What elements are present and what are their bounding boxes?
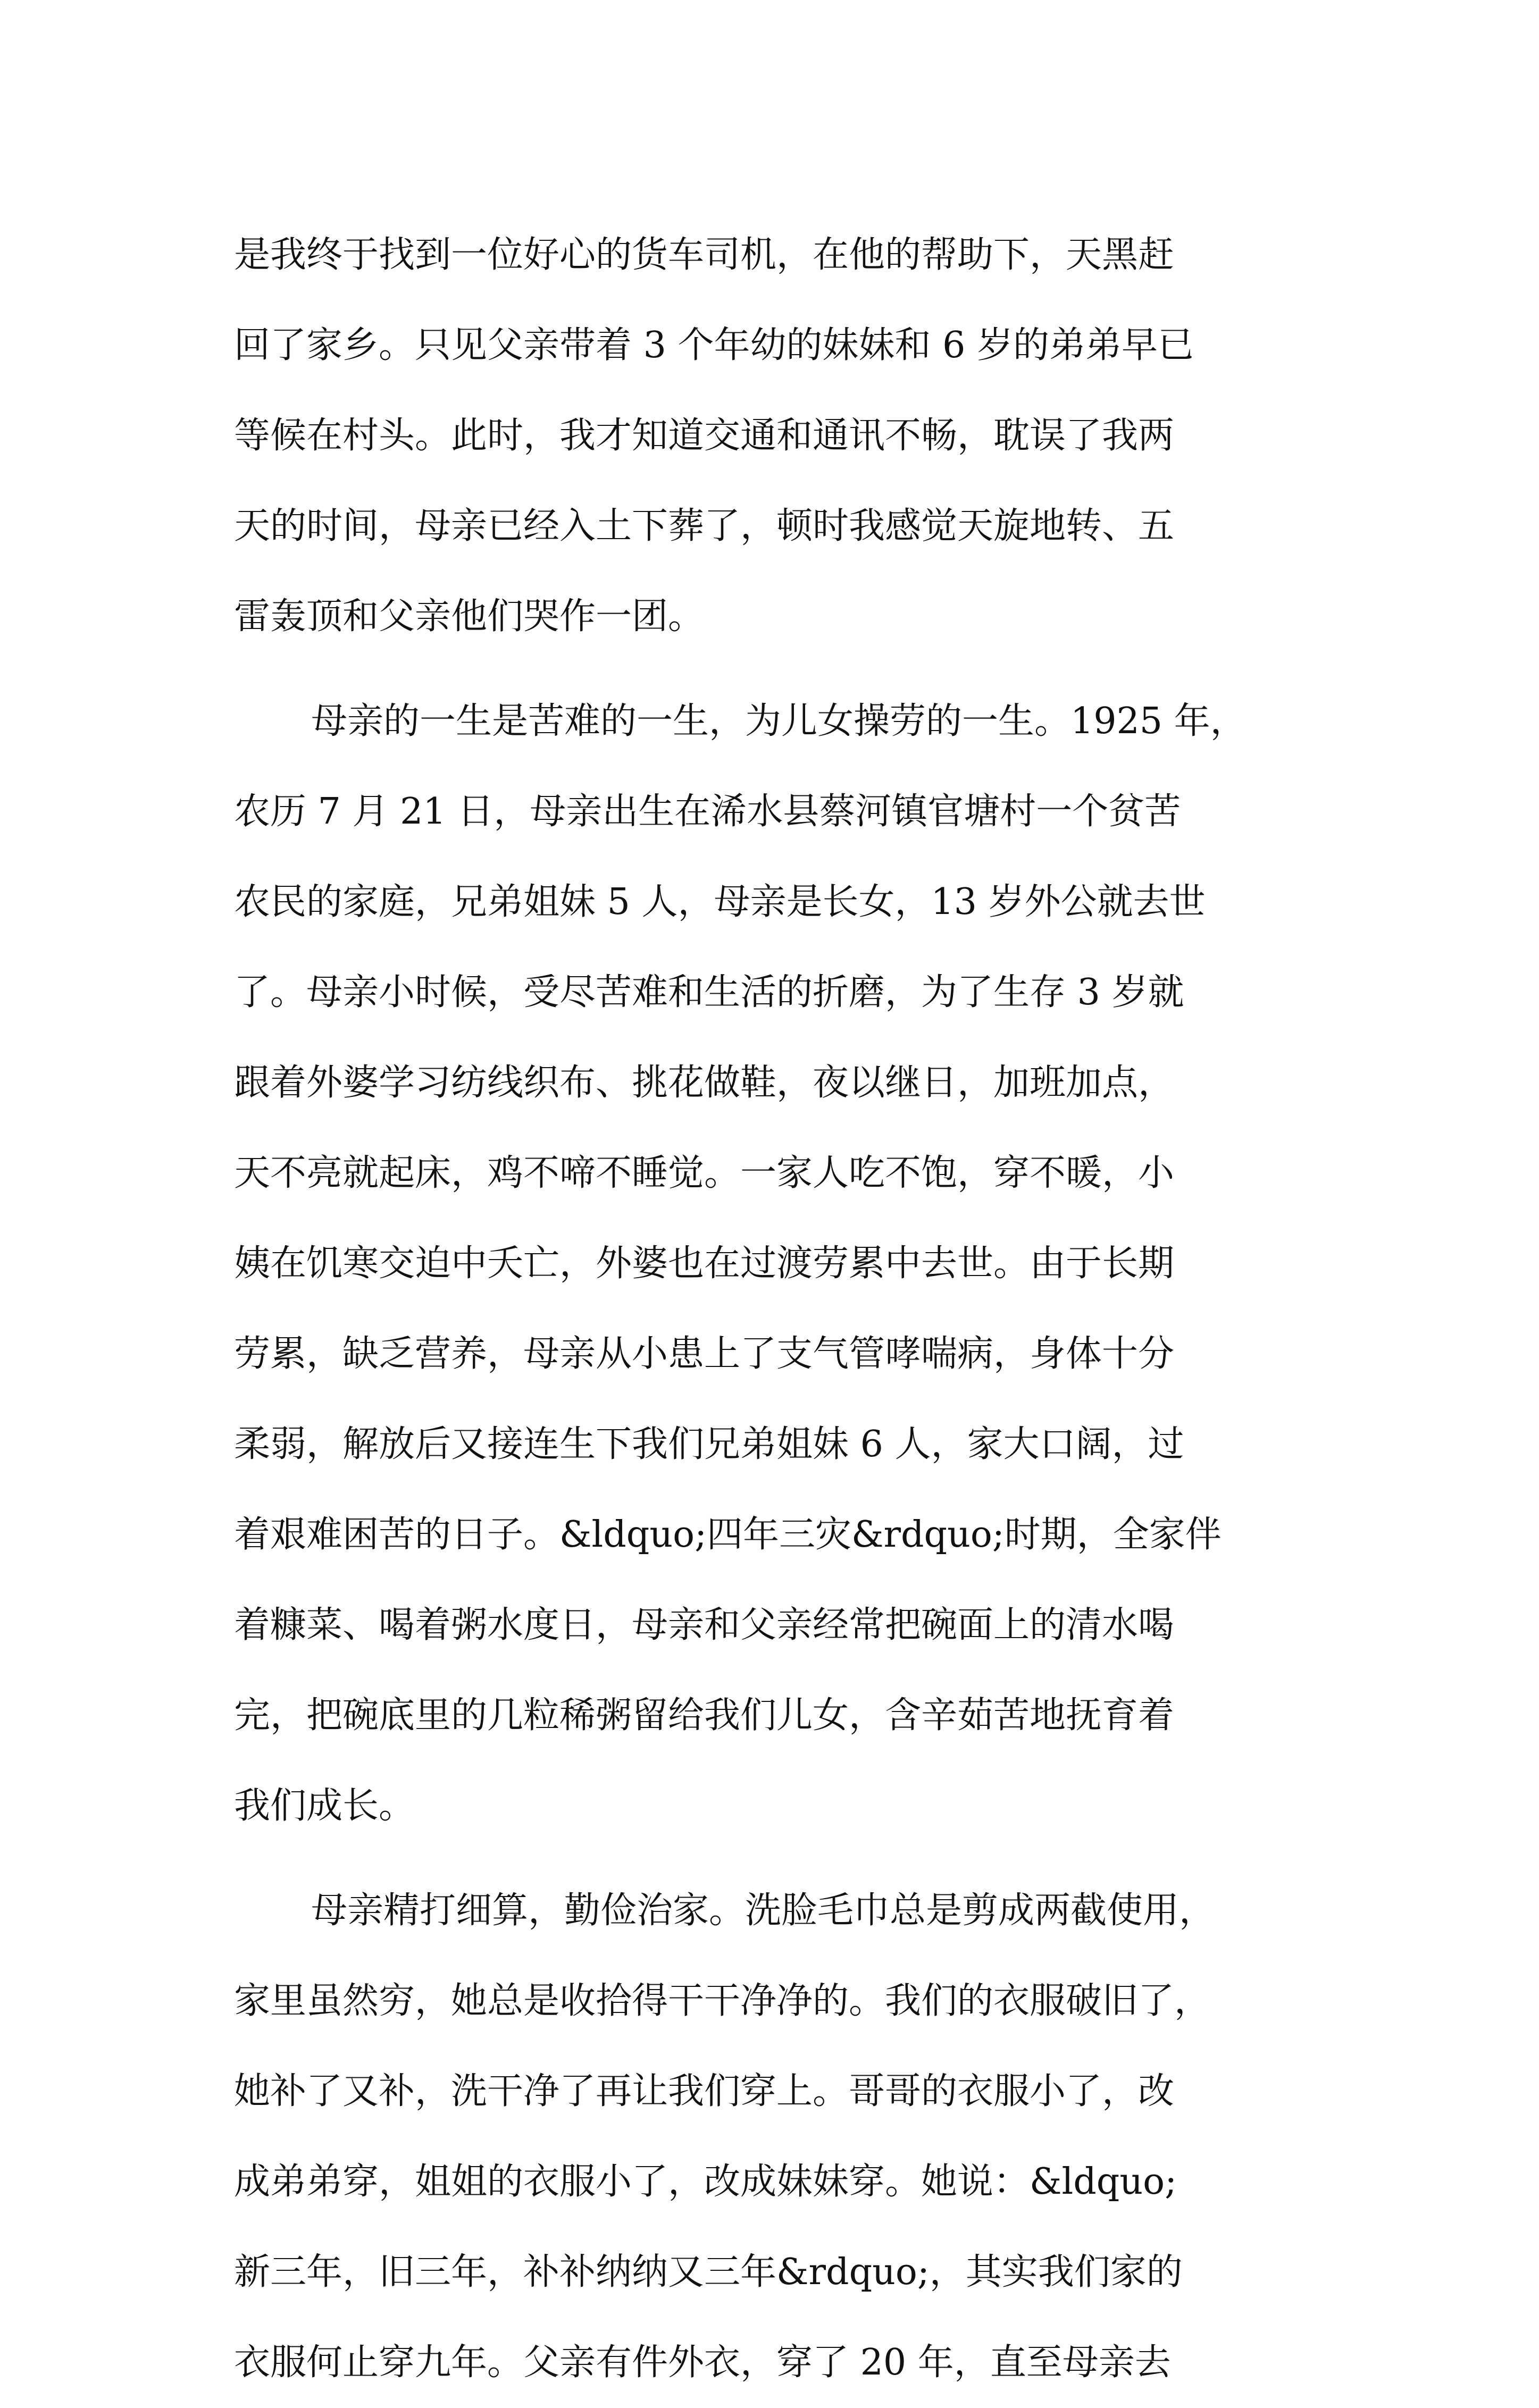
paragraph-3 (234, 1866, 1319, 2408)
text-line: 回了家乡。只见父亲带着 3 个年幼的妹妹和 6 岁的弟弟早已 (234, 324, 1194, 366)
paragraph-2 (234, 676, 1319, 1851)
body-text (234, 210, 1319, 2408)
text-line: 是我终于找到一位好心的货车司机，在他的帮助下，天黑赶 (234, 234, 1175, 276)
text-line: 农历 7 月 21 日，母亲出生在浠水县蔡河镇官塘村一个贫苦 (234, 791, 1181, 833)
text-line: 新三年，旧三年，补补纳纳又三年&rdquo;，其实我们家的 (234, 2251, 1183, 2293)
text-line: 家里虽然穷，她总是收拾得干干净净的。我们的衣服破旧了， (234, 1980, 1211, 2022)
paragraph-spacer (234, 1851, 1319, 1866)
text-line: 跟着外婆学习纺线织布、挑花做鞋，夜以继日，加班加点， (234, 1062, 1175, 1104)
text-line: 成弟弟穿，姐姐的衣服小了，改成妹妹穿。她说：&ldquo; (234, 2161, 1177, 2203)
text-line: 等候在村头。此时，我才知道交通和通讯不畅，耽误了我两 (234, 415, 1175, 457)
text-line: 天不亮就起床，鸡不啼不睡觉。一家人吃不饱，穿不暖，小 (234, 1152, 1175, 1194)
text-line: 农民的家庭，兄弟姐妹 5 人，母亲是长女，13 岁外公就去世 (234, 881, 1206, 923)
text-line: 着艰难困苦的日子。&ldquo;四年三灾&rdquo;时期，全家伴 (234, 1514, 1222, 1556)
text-line: 劳累，缺乏营养，母亲从小患上了支气管哮喘病，身体十分 (234, 1333, 1175, 1375)
text-line: 完，把碗底里的几粒稀粥留给我们儿女，含辛茹苦地抚育着 (234, 1694, 1175, 1736)
text-line: 母亲的一生是苦难的一生，为儿女操劳的一生。1925 年， (311, 700, 1247, 742)
paragraph-spacer (234, 662, 1319, 676)
text-line: 了。母亲小时候，受尽苦难和生活的折磨，为了生存 3 岁就 (234, 971, 1184, 1013)
text-line: 雷轰顶和父亲他们哭作一团。 (234, 595, 705, 637)
text-line: 着糠菜、喝着粥水度日，母亲和父亲经常把碗面上的清水喝 (234, 1604, 1175, 1646)
text-line: 衣服何止穿九年。父亲有件外衣，穿了 20 年，直至母亲去 (234, 2342, 1171, 2384)
paragraph-1 (234, 210, 1319, 662)
text-line: 姨在饥寒交迫中夭亡，外婆也在过渡劳累中去世。由于长期 (234, 1243, 1175, 1285)
text-line: 我们成长。 (234, 1785, 415, 1827)
text-line: 母亲精打细算，勤俭治家。洗脸毛巾总是剪成两截使用， (311, 1890, 1216, 1932)
text-line: 她补了又补，洗干净了再让我们穿上。哥哥的衣服小了，改 (234, 2070, 1175, 2112)
text-line: 柔弱，解放后又接连生下我们兄弟姐妹 6 人，家大口阔，过 (234, 1423, 1184, 1465)
text-line: 天的时间，母亲已经入土下葬了，顿时我感觉天旋地转、五 (234, 505, 1175, 547)
